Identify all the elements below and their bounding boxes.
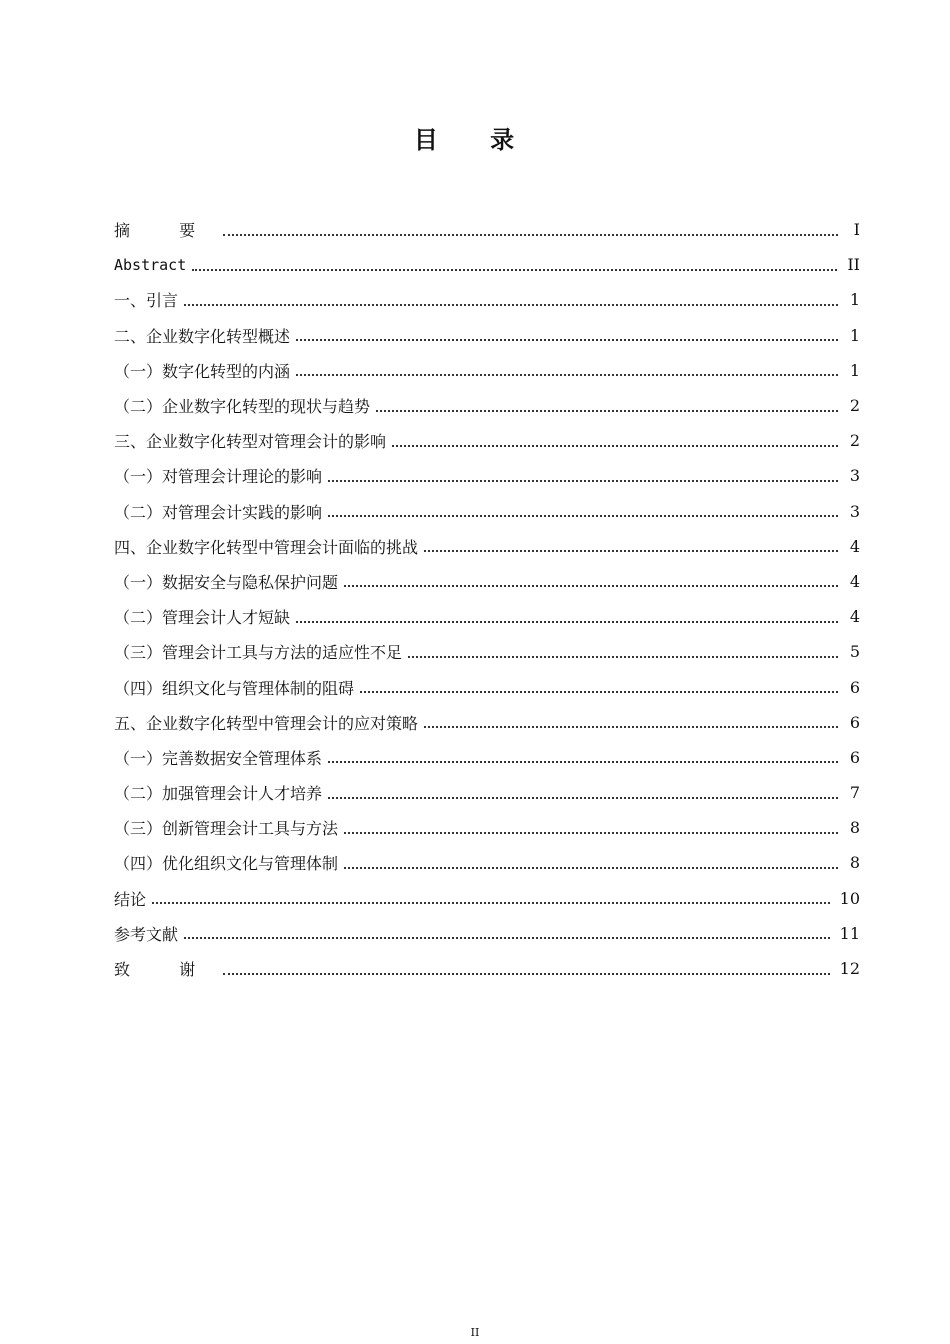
toc-entry-label: （一）对管理会计理论的影响 (114, 467, 323, 487)
dot-leader (344, 830, 838, 834)
dot-leader (360, 689, 838, 693)
toc-entry-section-4-3[interactable] (114, 634, 860, 669)
toc-entry-section-2-1[interactable] (114, 353, 860, 388)
toc-entry-label: 参考文献 (114, 924, 179, 944)
toc-entry-label: 结论 (114, 889, 147, 909)
toc-entry-page: II (847, 255, 860, 275)
toc-entry-page: 3 (849, 501, 860, 521)
dot-leader (408, 654, 838, 658)
dot-leader (328, 759, 838, 763)
toc-entry-page: 10 (839, 888, 860, 908)
toc-entry-section-1[interactable] (114, 282, 860, 317)
dot-leader (223, 232, 838, 236)
toc-entry-section-3-2[interactable] (114, 494, 860, 529)
dot-leader (152, 900, 830, 904)
toc-entry-abstract-cn[interactable] (114, 212, 860, 247)
toc-entry-label: 三、企业数字化转型对管理会计的影响 (114, 432, 387, 452)
dot-leader (424, 548, 838, 552)
toc-entry-label: （三）创新管理会计工具与方法 (114, 819, 339, 839)
toc-entry-label: 四、企业数字化转型中管理会计面临的挑战 (114, 537, 419, 557)
dot-leader (296, 619, 838, 623)
toc-entry-page: I (853, 220, 860, 240)
dot-leader (328, 513, 838, 517)
table-of-contents (114, 212, 860, 986)
toc-entry-section-5-4[interactable] (114, 845, 860, 880)
toc-entry-label: 致 谢 (114, 960, 218, 980)
toc-entry-section-2[interactable] (114, 318, 860, 353)
dot-leader (392, 443, 838, 447)
toc-entry-page: 7 (849, 783, 860, 803)
dot-leader (223, 971, 830, 975)
dot-leader (424, 724, 838, 728)
toc-entry-page: 1 (849, 325, 860, 345)
toc-entry-acknowledgements[interactable] (114, 951, 860, 986)
toc-entry-page: 11 (839, 923, 860, 943)
toc-entry-label: （四）优化组织文化与管理体制 (114, 854, 339, 874)
toc-entry-page: 8 (849, 853, 860, 873)
toc-entry-references[interactable] (114, 916, 860, 951)
toc-entry-section-5[interactable] (114, 705, 860, 740)
dot-leader (344, 865, 838, 869)
toc-entry-page: 4 (849, 536, 860, 556)
footer-page-number: II (470, 1326, 480, 1339)
dot-leader (344, 583, 838, 587)
toc-entry-label: （四）组织文化与管理体制的阻碍 (114, 678, 355, 698)
toc-entry-label: （三）管理会计工具与方法的适应性不足 (114, 643, 403, 663)
page-title: 目 录 (413, 126, 537, 154)
toc-entry-page: 1 (849, 290, 860, 310)
toc-entry-label: （一）完善数据安全管理体系 (114, 748, 323, 768)
toc-entry-abstract-en[interactable] (114, 247, 860, 282)
toc-entry-label: Abstract (114, 255, 187, 274)
toc-entry-conclusion[interactable] (114, 881, 860, 916)
toc-entry-section-3-1[interactable] (114, 458, 860, 493)
toc-entry-section-5-3[interactable] (114, 810, 860, 845)
toc-entry-page: 2 (849, 431, 860, 451)
toc-entry-page: 8 (849, 818, 860, 838)
toc-entry-page: 6 (849, 677, 860, 697)
toc-entry-page: 6 (849, 747, 860, 767)
dot-leader (376, 408, 838, 412)
toc-entry-page: 5 (849, 642, 860, 662)
toc-entry-section-4-4[interactable] (114, 669, 860, 704)
toc-entry-label: 二、企业数字化转型概述 (114, 326, 291, 346)
toc-entry-section-3[interactable] (114, 423, 860, 458)
toc-entry-label: （二）管理会计人才短缺 (114, 608, 291, 628)
toc-entry-label: （一）数字化转型的内涵 (114, 361, 291, 381)
toc-entry-label: （二）对管理会计实践的影响 (114, 502, 323, 522)
dot-leader (296, 372, 838, 376)
toc-entry-label: （一）数据安全与隐私保护问题 (114, 572, 339, 592)
toc-entry-label: 五、企业数字化转型中管理会计的应对策略 (114, 713, 419, 733)
dot-leader (328, 478, 838, 482)
toc-entry-label: （二）企业数字化转型的现状与趋势 (114, 397, 371, 417)
toc-entry-page: 3 (849, 466, 860, 486)
toc-entry-page: 4 (849, 607, 860, 627)
toc-entry-page: 12 (839, 959, 860, 979)
toc-entry-page: 1 (849, 360, 860, 380)
toc-entry-label: 一、引言 (114, 291, 179, 311)
toc-entry-section-5-2[interactable] (114, 775, 860, 810)
toc-entry-page: 4 (849, 571, 860, 591)
toc-entry-section-2-2[interactable] (114, 388, 860, 423)
toc-entry-label: 摘 要 (114, 221, 218, 241)
dot-leader (296, 337, 838, 341)
toc-entry-label: （二）加强管理会计人才培养 (114, 784, 323, 804)
dot-leader (328, 795, 838, 799)
dot-leader (192, 267, 837, 271)
toc-entry-section-4-1[interactable] (114, 564, 860, 599)
toc-entry-section-4[interactable] (114, 529, 860, 564)
toc-entry-section-4-2[interactable] (114, 599, 860, 634)
dot-leader (184, 935, 830, 939)
toc-entry-section-5-1[interactable] (114, 740, 860, 775)
toc-entry-page: 6 (849, 712, 860, 732)
toc-entry-page: 2 (849, 396, 860, 416)
dot-leader (184, 302, 838, 306)
